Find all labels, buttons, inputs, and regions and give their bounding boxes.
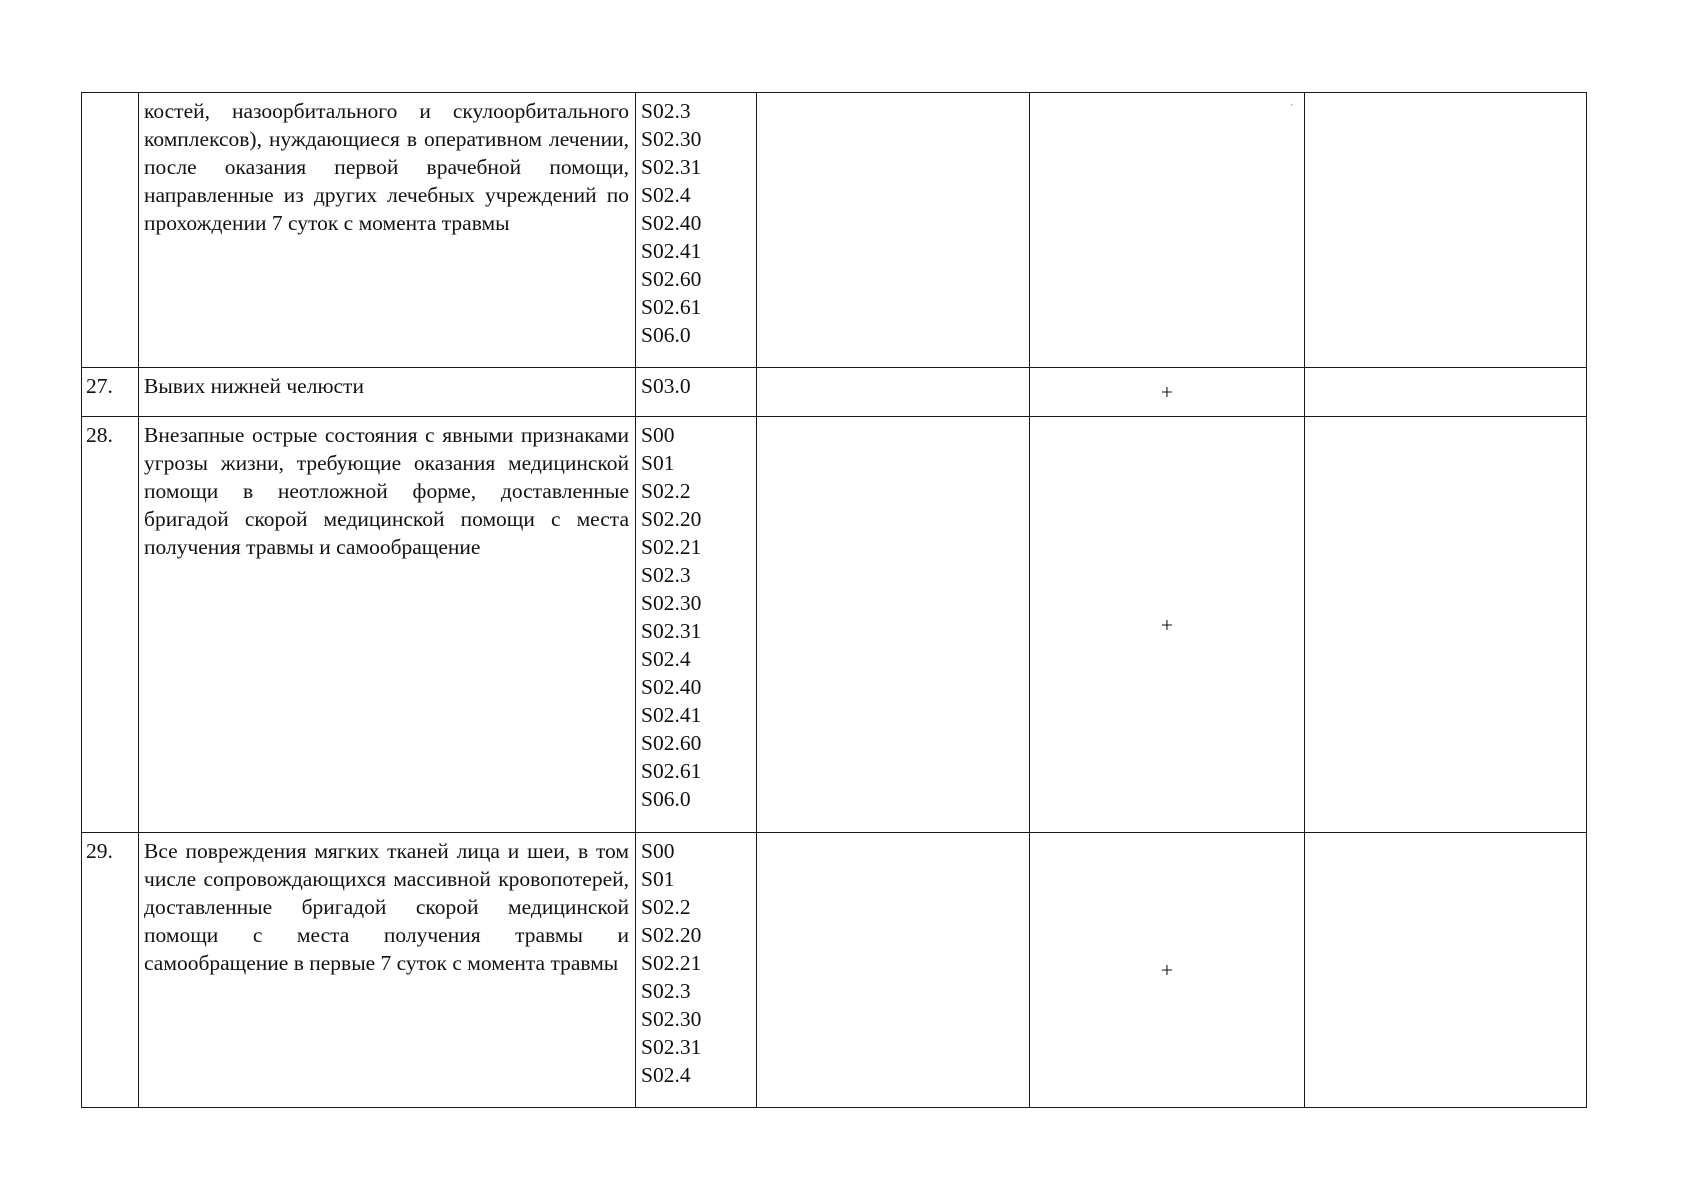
- row-description: Внезапные острые состояния с явными признаками угрозы жизни, требующие оказания медицинской помощи в неотложной форме, доставленные бригадой скорой медицинской помощи с места получения травмы и самообращение: [144, 423, 629, 559]
- row-number: 27.: [82, 368, 139, 417]
- icd-code: S02.60: [641, 731, 702, 755]
- icd-code: S06.0: [641, 323, 691, 347]
- row-description: Все повреждения мягких тканей лица и шеи, в том числе сопровождающихся массивной кровопотерей, доставленные бригадой скорой медицинской помощи с места получения травмы и самообращение в первые 7 суток с момента травмы: [144, 839, 629, 975]
- table-row: [82, 368, 1587, 417]
- icd-code: S01: [641, 451, 675, 475]
- icd-code: S02.40: [641, 211, 702, 235]
- icd-codes-cell: [636, 417, 757, 833]
- icd-codes-cell: [636, 833, 757, 1108]
- icd-code: S02.2: [641, 479, 691, 503]
- icd-code: S02.4: [641, 1063, 691, 1087]
- mark-cell: [1030, 93, 1305, 368]
- empty-cell: [757, 833, 1030, 1108]
- icd-code: S02.41: [641, 703, 702, 727]
- icd-code: S02.31: [641, 619, 702, 643]
- icd-code: S02.61: [641, 759, 702, 783]
- empty-cell: [1305, 93, 1587, 368]
- icd-code: S02.20: [641, 923, 702, 947]
- icd-code: S02.61: [641, 295, 702, 319]
- icd-code: S02.40: [641, 675, 702, 699]
- icd-code: S02.31: [641, 1035, 702, 1059]
- icd-code: S02.3: [641, 99, 691, 123]
- icd-code: S02.30: [641, 127, 702, 151]
- row-number: [82, 93, 139, 368]
- icd-code: S02.3: [641, 979, 691, 1003]
- scan-artifact-tick: ˈ: [1290, 102, 1294, 114]
- empty-cell: [757, 93, 1030, 368]
- icd-code: S02.30: [641, 591, 702, 615]
- icd-code: S02.20: [641, 507, 702, 531]
- icd-code: S06.0: [641, 787, 691, 811]
- empty-cell: [757, 417, 1030, 833]
- icd-code: S00: [641, 839, 675, 863]
- plus-mark: +: [1030, 417, 1305, 833]
- icd-codes-cell: [636, 368, 757, 417]
- plus-mark: +: [1030, 368, 1305, 417]
- icd-code-table: [81, 92, 1587, 1108]
- icd-code: S02.21: [641, 535, 702, 559]
- row-description: Вывих нижней челюсти: [144, 374, 364, 398]
- empty-cell: [1305, 368, 1587, 417]
- plus-mark: +: [1030, 833, 1305, 1108]
- icd-code: S02.4: [641, 647, 691, 671]
- icd-code: S02.3: [641, 563, 691, 587]
- row-number: 28.: [82, 417, 139, 833]
- row-description-cell: [139, 368, 636, 417]
- empty-cell: [1305, 417, 1587, 833]
- row-description-cell: [139, 833, 636, 1108]
- icd-code: S02.2: [641, 895, 691, 919]
- icd-code: S01: [641, 867, 675, 891]
- empty-cell: [757, 368, 1030, 417]
- icd-code: S02.31: [641, 155, 702, 179]
- icd-code: S02.21: [641, 951, 702, 975]
- icd-code: S02.30: [641, 1007, 702, 1031]
- row-description: костей, назоорбитального и скулоорбитального комплексов), нуждающиеся в оперативном лечении, после оказания первой врачебной помощи, направленные из других лечебных учреждений по прохождении 7 суток с момента травмы: [144, 99, 629, 235]
- table-row: [82, 417, 1587, 833]
- row-description-cell: [139, 417, 636, 833]
- table-row: [82, 93, 1587, 368]
- table-row: [82, 833, 1587, 1108]
- empty-cell: [1305, 833, 1587, 1108]
- icd-codes-cell: [636, 93, 757, 368]
- icd-code: S02.4: [641, 183, 691, 207]
- icd-code: S02.60: [641, 267, 702, 291]
- row-number: 29.: [82, 833, 139, 1108]
- icd-code: S00: [641, 423, 675, 447]
- icd-code: S03.0: [641, 374, 691, 398]
- icd-code: S02.41: [641, 239, 702, 263]
- row-description-cell: [139, 93, 636, 368]
